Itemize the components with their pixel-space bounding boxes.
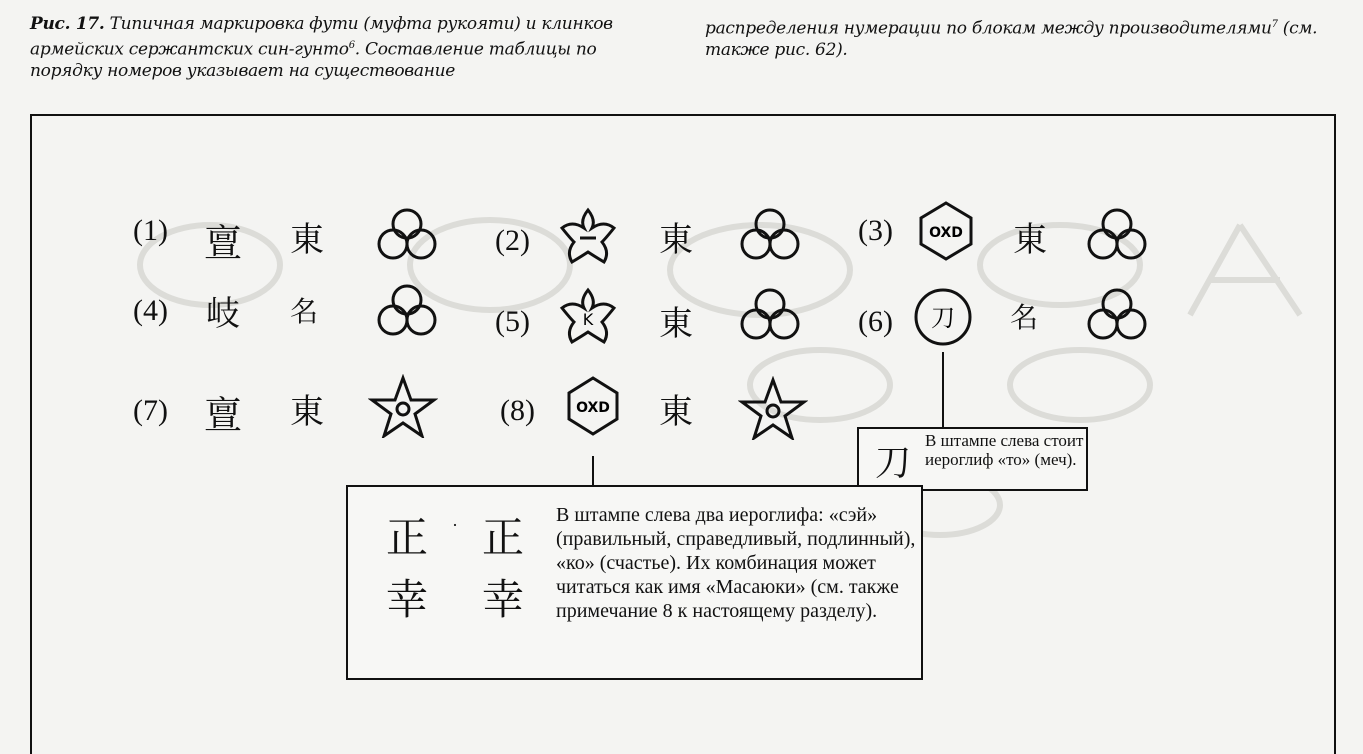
kanji-mark: 亶 [204, 393, 243, 437]
mark-label-8: (8) [500, 394, 535, 427]
caption-text-right-2: (см. также рис. 62). [705, 18, 1318, 60]
svg-text:OXD: OXD [929, 225, 963, 241]
trefoil-icon [1085, 286, 1149, 342]
svg-text:K: K [582, 310, 594, 329]
figure-caption-left [30, 14, 650, 82]
caption-text: Типичная маркировка фути (муфта рукояти) и клинков армейских сержантских син-гунто [30, 14, 613, 60]
caption-footnote-7: 7 [1271, 19, 1278, 30]
kanji-higashi: 東 [659, 220, 693, 260]
mark-label-2: (2) [495, 224, 530, 257]
caption-text-2: . Составление таблицы по порядку номеров указывает на существование [30, 39, 597, 81]
round-seal-icon [915, 200, 977, 262]
callout-to-text: В штампе слева стоит иероглиф «то» (меч). [925, 431, 1084, 469]
kanji-higashi: 東 [659, 304, 693, 344]
kanji-higashi: 東 [290, 392, 324, 432]
kanji-ko-right: 幸 [482, 575, 525, 624]
kanji-gi: 岐 [206, 294, 240, 334]
kanji-ko-left: 幸 [386, 575, 429, 624]
leader-line-8 [592, 456, 594, 486]
kanji-na: 名 [290, 295, 319, 328]
caption-text-right: распределения нумерации по блокам между производителями [705, 18, 1272, 39]
callout-to-stamp [857, 427, 1088, 491]
kanji-higashi: 東 [290, 220, 324, 260]
star-with-dot-icon [368, 374, 438, 438]
round-seal-icon [563, 375, 623, 437]
figure-caption-right [705, 14, 1345, 61]
mark-label-3: (3) [858, 214, 893, 247]
sakura-flower-icon [556, 286, 620, 346]
mark-label-6: (6) [858, 305, 893, 338]
callout-masayuki-text: В штампе слева два иероглифа: «сэй» (правильный, справедливый, подлинный), «ко» (счастье). Их комбинация может читаться как имя «Масаюки» (см. также примечание 8 к настоящему разделу). [556, 504, 916, 622]
trefoil-icon [738, 206, 802, 262]
dot-separator: · [452, 515, 458, 535]
mark-label-5: (5) [495, 305, 530, 338]
kanji-to: 刀 [875, 443, 912, 484]
caption-footnote-6: 6 [348, 40, 355, 51]
kanji-sei-right: 正 [482, 513, 525, 562]
svg-text:OXD: OXD [576, 400, 610, 416]
kanji-sei-left: 正 [386, 513, 429, 562]
svg-text:刀: 刀 [931, 304, 955, 332]
kanji-higashi: 東 [659, 392, 693, 432]
leader-line-6 [942, 352, 944, 428]
callout-masayuki [346, 485, 923, 680]
star-with-dot-icon [738, 376, 808, 440]
kanji-higashi: 東 [1013, 220, 1047, 260]
figure-label: Рис. 17. [30, 14, 105, 34]
mark-label-1: (1) [133, 214, 168, 247]
trefoil-icon [738, 286, 802, 342]
kanji-mark: 亶 [204, 221, 243, 265]
trefoil-icon [1085, 206, 1149, 262]
kanji-na: 名 [1010, 301, 1039, 334]
sakura-flower-icon [556, 206, 620, 266]
mark-label-7: (7) [133, 394, 168, 427]
round-seal-icon [910, 284, 976, 350]
mark-label-4: (4) [133, 294, 168, 327]
trefoil-icon [375, 282, 439, 338]
trefoil-icon [375, 206, 439, 262]
